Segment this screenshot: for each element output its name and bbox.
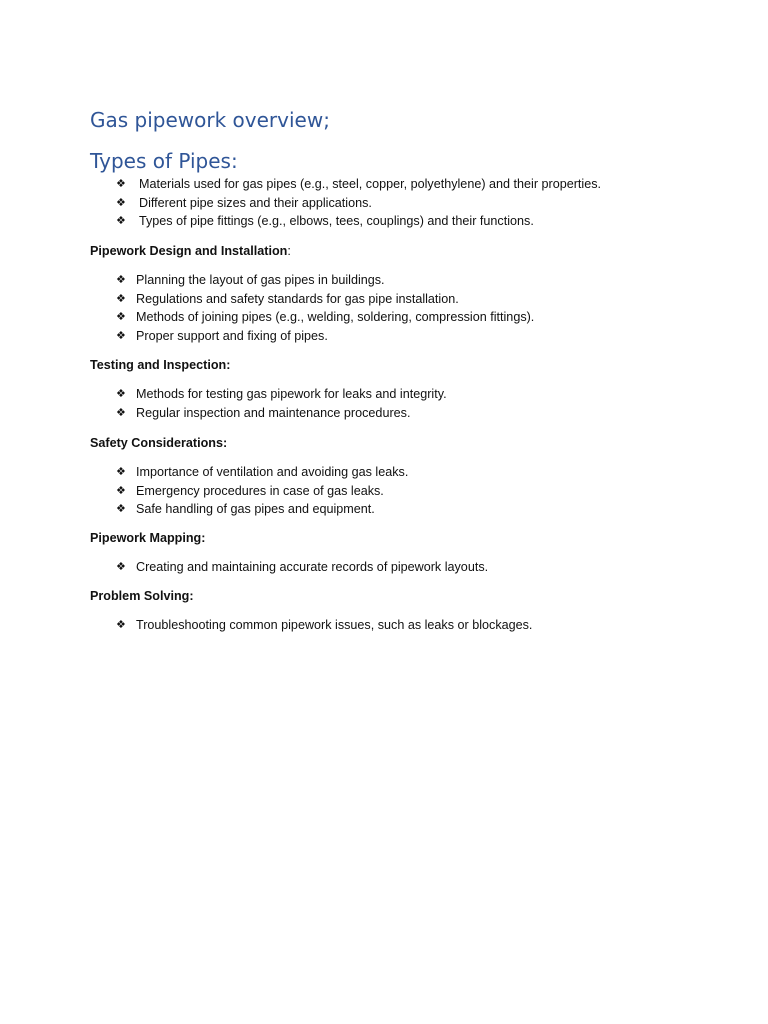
list-item-text: Methods of joining pipes (e.g., welding, soldering, compression fittings). <box>136 310 535 325</box>
diamond-bullet-icon: ❖ <box>116 310 126 324</box>
diamond-bullet-icon: ❖ <box>116 483 126 497</box>
list-item-text: Creating and maintaining accurate records of pipework layouts. <box>136 560 489 574</box>
diamond-bullet-icon: ❖ <box>116 214 126 228</box>
diamond-bullet-icon: ❖ <box>116 465 126 478</box>
section-heading-colon: : <box>287 244 291 258</box>
list-item-text: Emergency procedures in case of gas leaks. <box>136 483 384 498</box>
diamond-bullet-icon: ❖ <box>116 560 126 573</box>
section-heading-text: Safety Considerations: <box>90 436 228 450</box>
section-heading-text: Problem Solving: <box>90 589 194 603</box>
list-item-text: Materials used for gas pipes (e.g., steel, copper, polyethylene) and their properties. <box>139 177 602 191</box>
diamond-bullet-icon: ❖ <box>116 618 126 631</box>
section-heading-design-installation <box>90 242 291 260</box>
section-heading-pipework-mapping <box>90 529 205 547</box>
diamond-bullet-icon: ❖ <box>116 195 126 209</box>
diamond-bullet-icon: ❖ <box>116 329 126 343</box>
types-of-pipes-heading: Types of Pipes: <box>90 149 238 173</box>
list-item-text: Planning the layout of gas pipes in buildings. <box>136 273 385 287</box>
diamond-bullet-icon: ❖ <box>116 291 126 305</box>
section-heading-text: Testing and Inspection: <box>90 358 231 372</box>
list-item-text: Importance of ventilation and avoiding gas leaks. <box>136 465 409 479</box>
list-item-text: Methods for testing gas pipework for leaks and integrity. <box>136 387 447 401</box>
list-item-text: Different pipe sizes and their applications. <box>139 195 372 210</box>
list-item-text: Safe handling of gas pipes and equipment. <box>136 502 375 517</box>
diamond-bullet-icon: ❖ <box>116 405 126 419</box>
document-title: Gas pipework overview; <box>90 108 330 132</box>
section-heading-testing-inspection <box>90 356 230 374</box>
list-item-text: Proper support and fixing of pipes. <box>136 329 328 344</box>
section-heading-text: Pipework Mapping: <box>90 531 206 545</box>
list-item-text: Regular inspection and maintenance procedures. <box>136 405 411 420</box>
diamond-bullet-icon: ❖ <box>116 502 126 516</box>
list-item-text: Regulations and safety standards for gas pipe installation. <box>136 291 459 306</box>
section-heading-safety-considerations <box>90 434 227 452</box>
diamond-bullet-icon: ❖ <box>116 177 126 190</box>
section-heading-problem-solving <box>90 587 194 605</box>
list-item-text: Types of pipe fittings (e.g., elbows, tees, couplings) and their functions. <box>139 214 534 229</box>
section-heading-text: Pipework Design and Installation <box>90 244 288 258</box>
diamond-bullet-icon: ❖ <box>116 273 126 286</box>
list-item-text: Troubleshooting common pipework issues, such as leaks or blockages. <box>136 618 533 632</box>
diamond-bullet-icon: ❖ <box>116 387 126 400</box>
